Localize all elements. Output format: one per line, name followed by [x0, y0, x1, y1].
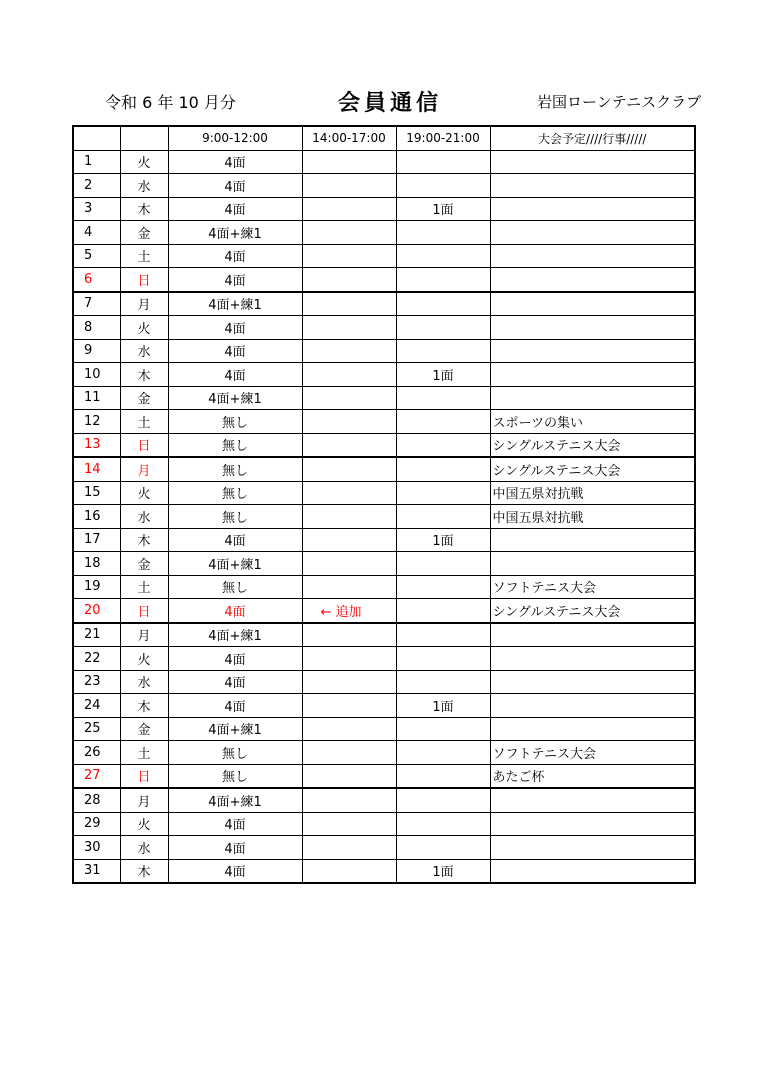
weekday-cell: 土: [120, 410, 168, 434]
day-cell: 19: [73, 575, 120, 599]
weekday-cell: 月: [120, 457, 168, 481]
weekday-cell: 木: [120, 197, 168, 221]
table-row: [73, 433, 695, 457]
day-cell: 3: [73, 197, 120, 221]
afternoon-cell: [302, 244, 396, 268]
weekday-cell: 木: [120, 528, 168, 552]
header-day: [73, 126, 120, 150]
table-row: [73, 197, 695, 221]
day-cell: 14: [73, 457, 120, 481]
evening-cell: [396, 316, 490, 340]
morning-cell: 4面: [168, 316, 302, 340]
weekday-cell: 月: [120, 788, 168, 812]
afternoon-cell: [302, 292, 396, 316]
weekday-cell: 火: [120, 481, 168, 505]
afternoon-cell: [302, 717, 396, 741]
day-cell: 21: [73, 623, 120, 647]
evening-cell: 1面: [396, 859, 490, 883]
morning-cell: 4面: [168, 859, 302, 883]
day-cell: 23: [73, 670, 120, 694]
weekday-cell: 金: [120, 386, 168, 410]
afternoon-cell: [302, 433, 396, 457]
weekday-cell: 水: [120, 505, 168, 529]
day-cell: 22: [73, 647, 120, 671]
table-row: [73, 741, 695, 765]
event-cell: 中国五県対抗戦: [490, 481, 695, 505]
afternoon-cell: [302, 386, 396, 410]
evening-cell: [396, 481, 490, 505]
day-cell: 12: [73, 410, 120, 434]
afternoon-cell: [302, 316, 396, 340]
header-afternoon: 14:00-17:00: [302, 126, 396, 150]
table-header-row: [73, 126, 695, 150]
evening-cell: [396, 221, 490, 245]
table-row: [73, 505, 695, 529]
document-title: 会員通信: [338, 91, 443, 116]
weekday-cell: 土: [120, 244, 168, 268]
morning-cell: 4面: [168, 812, 302, 836]
table-row: [73, 859, 695, 883]
event-cell: [490, 292, 695, 316]
evening-cell: [396, 433, 490, 457]
event-cell: [490, 647, 695, 671]
table-row: [73, 174, 695, 198]
event-cell: [490, 386, 695, 410]
table-row: [73, 623, 695, 647]
morning-cell: 4面: [168, 150, 302, 174]
evening-cell: [396, 647, 490, 671]
event-cell: [490, 836, 695, 860]
table-row: [73, 410, 695, 434]
event-cell: [490, 316, 695, 340]
morning-cell: 無し: [168, 481, 302, 505]
day-cell: 9: [73, 339, 120, 363]
event-cell: [490, 528, 695, 552]
evening-cell: [396, 764, 490, 788]
document-header: [0, 86, 759, 116]
table-row: [73, 694, 695, 718]
day-cell: 24: [73, 694, 120, 718]
day-cell: 27: [73, 764, 120, 788]
table-row: [73, 812, 695, 836]
afternoon-cell: [302, 575, 396, 599]
day-cell: 20: [73, 599, 120, 623]
morning-cell: 4面: [168, 339, 302, 363]
weekday-cell: 金: [120, 717, 168, 741]
header-events: 大会予定////行事/////: [490, 126, 695, 150]
evening-cell: [396, 836, 490, 860]
event-cell: シングルステニス大会: [490, 599, 695, 623]
morning-cell: 無し: [168, 433, 302, 457]
day-cell: 10: [73, 363, 120, 387]
day-cell: 11: [73, 386, 120, 410]
weekday-cell: 日: [120, 433, 168, 457]
day-cell: 1: [73, 150, 120, 174]
weekday-cell: 月: [120, 292, 168, 316]
table-row: [73, 670, 695, 694]
afternoon-cell: [302, 812, 396, 836]
morning-cell: 4面: [168, 363, 302, 387]
evening-cell: [396, 575, 490, 599]
evening-cell: [396, 386, 490, 410]
evening-cell: [396, 741, 490, 765]
table-row: [73, 575, 695, 599]
morning-cell: 4面: [168, 647, 302, 671]
evening-cell: [396, 599, 490, 623]
event-cell: シングルステニス大会: [490, 433, 695, 457]
day-cell: 18: [73, 552, 120, 576]
table-row: [73, 481, 695, 505]
afternoon-cell: [302, 505, 396, 529]
evening-cell: [396, 505, 490, 529]
morning-cell: 無し: [168, 410, 302, 434]
day-cell: 13: [73, 433, 120, 457]
morning-cell: 4面+練1: [168, 717, 302, 741]
morning-cell: 4面: [168, 599, 302, 623]
event-cell: [490, 363, 695, 387]
event-cell: [490, 150, 695, 174]
afternoon-cell: ← 追加: [302, 599, 396, 623]
event-cell: あたご杯: [490, 764, 695, 788]
schedule-table: [72, 125, 696, 884]
table-row: [73, 717, 695, 741]
event-cell: [490, 859, 695, 883]
table-row: [73, 244, 695, 268]
table-row: [73, 599, 695, 623]
weekday-cell: 日: [120, 268, 168, 292]
evening-cell: [396, 244, 490, 268]
table-row: [73, 363, 695, 387]
morning-cell: 無し: [168, 764, 302, 788]
event-cell: [490, 788, 695, 812]
weekday-cell: 火: [120, 150, 168, 174]
day-cell: 2: [73, 174, 120, 198]
table-row: [73, 552, 695, 576]
table-row: [73, 764, 695, 788]
evening-cell: 1面: [396, 694, 490, 718]
weekday-cell: 月: [120, 623, 168, 647]
day-cell: 8: [73, 316, 120, 340]
afternoon-cell: [302, 339, 396, 363]
evening-cell: [396, 268, 490, 292]
day-cell: 30: [73, 836, 120, 860]
afternoon-cell: [302, 552, 396, 576]
afternoon-cell: [302, 670, 396, 694]
table-row: [73, 647, 695, 671]
table-row: [73, 788, 695, 812]
header-weekday: [120, 126, 168, 150]
weekday-cell: 木: [120, 859, 168, 883]
day-cell: 29: [73, 812, 120, 836]
event-cell: [490, 812, 695, 836]
table-row: [73, 221, 695, 245]
evening-cell: 1面: [396, 197, 490, 221]
afternoon-cell: [302, 764, 396, 788]
table-row: [73, 316, 695, 340]
evening-cell: [396, 174, 490, 198]
afternoon-cell: [302, 197, 396, 221]
morning-cell: 4面: [168, 694, 302, 718]
day-cell: 7: [73, 292, 120, 316]
day-cell: 28: [73, 788, 120, 812]
table-row: [73, 386, 695, 410]
day-cell: 15: [73, 481, 120, 505]
morning-cell: 4面+練1: [168, 623, 302, 647]
evening-cell: [396, 812, 490, 836]
morning-cell: 無し: [168, 741, 302, 765]
day-cell: 31: [73, 859, 120, 883]
weekday-cell: 金: [120, 221, 168, 245]
event-cell: [490, 694, 695, 718]
evening-cell: [396, 457, 490, 481]
evening-cell: [396, 150, 490, 174]
afternoon-cell: [302, 859, 396, 883]
weekday-cell: 日: [120, 764, 168, 788]
event-cell: ソフトテニス大会: [490, 741, 695, 765]
morning-cell: 4面+練1: [168, 386, 302, 410]
table-row: [73, 528, 695, 552]
evening-cell: [396, 623, 490, 647]
event-cell: [490, 244, 695, 268]
evening-cell: [396, 788, 490, 812]
event-cell: シングルステニス大会: [490, 457, 695, 481]
weekday-cell: 日: [120, 599, 168, 623]
evening-cell: [396, 410, 490, 434]
morning-cell: 無し: [168, 457, 302, 481]
weekday-cell: 金: [120, 552, 168, 576]
afternoon-cell: [302, 647, 396, 671]
afternoon-cell: [302, 694, 396, 718]
afternoon-cell: [302, 221, 396, 245]
weekday-cell: 火: [120, 812, 168, 836]
weekday-cell: 土: [120, 575, 168, 599]
event-cell: スポーツの集い: [490, 410, 695, 434]
table-row: [73, 457, 695, 481]
weekday-cell: 水: [120, 670, 168, 694]
afternoon-cell: [302, 481, 396, 505]
event-cell: [490, 268, 695, 292]
evening-cell: [396, 717, 490, 741]
weekday-cell: 水: [120, 339, 168, 363]
morning-cell: 4面: [168, 244, 302, 268]
month-period: 令和 6 年 10 月分: [105, 93, 236, 112]
evening-cell: 1面: [396, 363, 490, 387]
afternoon-cell: [302, 788, 396, 812]
event-cell: [490, 197, 695, 221]
day-cell: 6: [73, 268, 120, 292]
weekday-cell: 木: [120, 694, 168, 718]
morning-cell: 無し: [168, 505, 302, 529]
table-row: [73, 150, 695, 174]
event-cell: 中国五県対抗戦: [490, 505, 695, 529]
morning-cell: 4面: [168, 670, 302, 694]
afternoon-cell: [302, 457, 396, 481]
header-morning: 9:00-12:00: [168, 126, 302, 150]
morning-cell: 4面: [168, 174, 302, 198]
event-cell: [490, 623, 695, 647]
morning-cell: 無し: [168, 575, 302, 599]
morning-cell: 4面: [168, 197, 302, 221]
header-evening: 19:00-21:00: [396, 126, 490, 150]
day-cell: 5: [73, 244, 120, 268]
club-name: 岩国ローンテニスクラブ: [537, 93, 702, 111]
morning-cell: 4面+練1: [168, 292, 302, 316]
weekday-cell: 木: [120, 363, 168, 387]
morning-cell: 4面: [168, 268, 302, 292]
morning-cell: 4面+練1: [168, 788, 302, 812]
event-cell: [490, 174, 695, 198]
evening-cell: 1面: [396, 528, 490, 552]
morning-cell: 4面: [168, 836, 302, 860]
event-cell: [490, 221, 695, 245]
table-row: [73, 292, 695, 316]
table-row: [73, 339, 695, 363]
day-cell: 26: [73, 741, 120, 765]
evening-cell: [396, 292, 490, 316]
afternoon-cell: [302, 623, 396, 647]
evening-cell: [396, 552, 490, 576]
event-cell: [490, 717, 695, 741]
afternoon-cell: [302, 363, 396, 387]
afternoon-cell: [302, 528, 396, 552]
afternoon-cell: [302, 741, 396, 765]
weekday-cell: 水: [120, 836, 168, 860]
day-cell: 4: [73, 221, 120, 245]
weekday-cell: 水: [120, 174, 168, 198]
afternoon-cell: [302, 410, 396, 434]
day-cell: 25: [73, 717, 120, 741]
table-row: [73, 836, 695, 860]
morning-cell: 4面+練1: [168, 221, 302, 245]
weekday-cell: 火: [120, 647, 168, 671]
event-cell: [490, 670, 695, 694]
afternoon-cell: [302, 174, 396, 198]
evening-cell: [396, 670, 490, 694]
afternoon-cell: [302, 836, 396, 860]
event-cell: [490, 339, 695, 363]
afternoon-cell: [302, 268, 396, 292]
event-cell: ソフトテニス大会: [490, 575, 695, 599]
morning-cell: 4面+練1: [168, 552, 302, 576]
evening-cell: [396, 339, 490, 363]
event-cell: [490, 552, 695, 576]
weekday-cell: 土: [120, 741, 168, 765]
morning-cell: 4面: [168, 528, 302, 552]
afternoon-cell: [302, 150, 396, 174]
day-cell: 16: [73, 505, 120, 529]
table-row: [73, 268, 695, 292]
day-cell: 17: [73, 528, 120, 552]
weekday-cell: 火: [120, 316, 168, 340]
